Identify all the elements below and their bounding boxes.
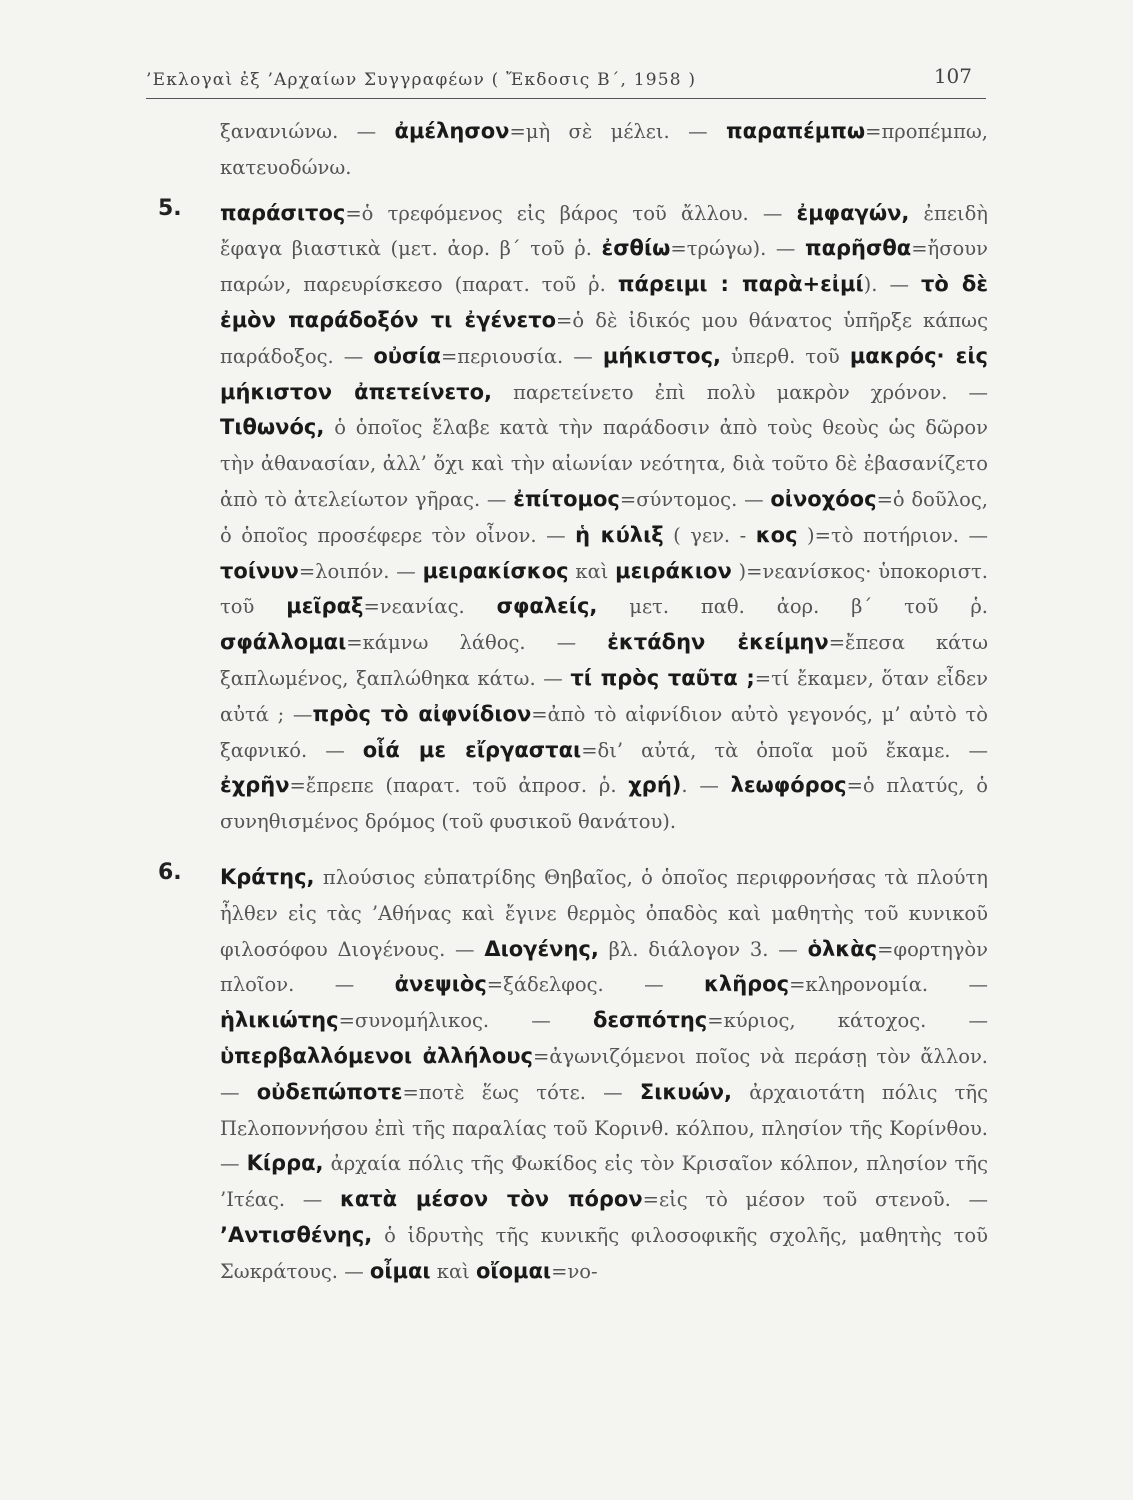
- headword: πρὸς τὸ αἰφνίδιον: [312, 701, 532, 726]
- headword: ἐπίτομος: [513, 486, 620, 511]
- headword: παραπέμπω: [726, 119, 866, 143]
- headword: ἐσθίω: [601, 236, 671, 261]
- headword: σφαλείς,: [496, 594, 598, 619]
- headword: Τιθωνός,: [220, 415, 325, 440]
- glossary-paragraph: Κράτης, πλούσιος εὐπατρίδης Θηβαῖος, ὁ ὁποῖος περιφρονήσας τὰ πλούτη ἦλθεν εἰς τὰς ’Αθήνας καὶ ἔγινε θερμὸς ὀπαδὸς καὶ μαθητὴς τοῦ κυνικοῦ φιλοσόφου Διογένους. — Διογένης, βλ. διάλογον 3. — ὁλκὰς=φορτηγὸν πλοῖον. — ἀνεψιὸς=ξάδελφος. — κλῆρος=κληρονομία. — ἡλικιώτης=συνομήλικος. — δεσπότης=κύριος, κάτοχος. — ὑπερβαλλόμενοι ἀλλήλους=ἀγωνιζόμενοι ποῖος νὰ περάσῃ τὸν ἄλλον. — οὐδεπώποτε=ποτὲ ἕως τότε. — Σικυών, ἀρχαιοτάτη πόλις τῆς Πελοποννήσου ἐπὶ τῆς παραλίας τοῦ Κορινθ. κόλπου, πλησίον τῆς Κορίνθου. — Κίρρα, ἀρχαία πόλις τῆς Φωκίδος εἰς τὸν Κρισαῖον κόλπον, πλησίον τῆς ’Ιτέας. — κατὰ μέσον τὸν πόρον=εἰς τὸ μέσον τοῦ στενοῦ. — ’Αντισθένης, ὁ ἱδρυτὴς τῆς κυνικῆς φιλοσοφικῆς σχολῆς, μαθητὴς τοῦ Σωκράτους. — οἶμαι καὶ οἴομαι=νο-: [220, 864, 989, 1283]
- headword: ἐχρῆν: [220, 773, 290, 798]
- headword: μειρακίσκος: [422, 558, 569, 583]
- headword: κατὰ μέσον τὸν πόρον: [339, 1187, 643, 1212]
- headword: ἀνεψιὸς: [394, 972, 487, 997]
- headword: Κίρρα,: [246, 1151, 324, 1176]
- headword: οἰνοχόος: [770, 486, 877, 511]
- headword: οἷά με εἴργασται: [362, 737, 582, 762]
- section-6: [146, 860, 988, 1290]
- headword: ἡ κύλιξ: [575, 522, 664, 547]
- headword: ἀμέλησον: [394, 119, 510, 143]
- headword: ’Αντισθένης,: [220, 1222, 373, 1247]
- headword: οὐδεπώποτε: [256, 1079, 403, 1104]
- headword: οἶμαι: [369, 1258, 431, 1283]
- headword: δεσπότης: [592, 1008, 708, 1033]
- headword: μήκιστος,: [602, 343, 722, 368]
- headword: Κράτης,: [220, 864, 315, 889]
- section-number: 6.: [158, 859, 182, 885]
- headword: χρή): [628, 773, 682, 798]
- page-header: [146, 58, 986, 99]
- page-number: 107: [933, 64, 972, 88]
- headword: μεῖραξ: [286, 594, 364, 619]
- headword: παρῆσθα: [804, 236, 912, 261]
- section-5: [146, 196, 988, 840]
- headword: οὐσία: [373, 343, 441, 368]
- headword: ὁλκὰς: [807, 936, 878, 961]
- headword: κος: [755, 522, 798, 547]
- headword: σφάλλομαι: [220, 630, 347, 655]
- headword: ἡλικιώτης: [220, 1008, 339, 1033]
- headword: παράσιτος: [220, 200, 346, 225]
- glossary-paragraph: παράσιτος=ὁ τρεφόμενος εἰς βάρος τοῦ ἄλλου. — ἐμφαγών, ἐπειδὴ ἔφαγα βιαστικὰ (μετ. ἀορ. β΄ τοῦ ῥ. ἐσθίω=τρώγω). — παρῆσθα=ἤσουν παρών, παρευρίσκεσο (παρατ. τοῦ ῥ. πάρειμι : παρὰ+εἰμί). — τὸ δὲ ἐμὸν παράδοξόν τι ἐγένετο=ὁ δὲ ἰδικός μου θάνατος ὑπῆρξε κάπως παράδοξος. — οὐσία=περιουσία. — μήκιστος, ὑπερθ. τοῦ μακρός· εἰς μήκιστον ἀπετείνετο, παρετείνετο ἐπὶ πολὺ μακρὸν χρόνον. — Τιθωνός, ὁ ὁποῖος ἔλαβε κατὰ τὴν παράδοσιν ἀπὸ τοὺς θεοὺς ὡς δῶρον τὴν ἀθανασίαν, ἀλλ’ ὄχι καὶ τὴν αἰωνίαν νεότητα, διὰ τοῦτο δὲ ἐβασανίζετο ἀπὸ τὸ ἀτελείωτον γῆρας. — ἐπίτομος=σύντομος. — οἰνοχόος=ὁ δοῦλος, ὁ ὁποῖος προσέφερε τὸν οἶνον. — ἡ κύλιξ ( γεν. - κος )=τὸ ποτήριον. — τοίνυν=λοιπόν. — μειρακίσκος καὶ μειράκιον )=νεανίσκος· ὑποκοριστ. τοῦ μεῖραξ=νεανίας. σφαλείς, μετ. παθ. ἀορ. β΄ τοῦ ῥ. σφάλλομαι=κάμνω λάθος. — ἐκτάδην ἐκείμην=ἔπεσα κάτω ξαπλωμένος, ξαπλώθηκα κάτω. — τί πρὸς ταῦτα ;=τί ἔκαμεν, ὅταν εἶδεν αὐτά ; —πρὸς τὸ αἰφνίδιον=ἀπὸ τὸ αἰφνίδιον αὐτὸ γεγονός, μ’ αὐτὸ τὸ ξαφνικό. — οἷά με εἴργασται=δι’ αὐτά, τὰ ὁποῖα μοῦ ἔκαμε. — ἐχρῆν=ἔπρεπε (παρατ. τοῦ ἀπροσ. ῥ. χρή). — λεωφόρος=ὁ πλατύς, ὁ συνηθισμένος δρόμος (τοῦ φυσικοῦ θανάτου).: [220, 200, 989, 834]
- running-head: ’Εκλογαὶ ἐξ ’Αρχαίων Συγγραφέων ( Ἔκδοσις Β΄, 1958 ): [146, 70, 697, 90]
- headword: μακρός· εἰς μήκιστον ἀπετείνετο,: [220, 343, 989, 404]
- headword: ἐκτάδην ἐκείμην: [607, 630, 829, 655]
- headword: ἐμφαγών,: [796, 200, 910, 225]
- headword: μειράκιον: [615, 558, 732, 583]
- section-number: 5.: [158, 195, 182, 221]
- headword: ὑπερβαλλόμενοι ἀλλήλους: [220, 1043, 533, 1068]
- headword: λεωφόρος: [730, 773, 847, 798]
- headword: πάρειμι : παρὰ+εἰμί: [617, 272, 864, 297]
- headword: κλῆρος: [703, 972, 790, 997]
- continuation-paragraph: ξανανιώνω. — ἀμέλησον=μὴ σὲ μέλει. — παραπέμπω=προπέμπω, κατευοδώνω.: [220, 119, 988, 179]
- headword: Διογένης,: [484, 936, 599, 961]
- headword: τί πρὸς ταῦτα ;: [570, 665, 755, 690]
- headword: τὸ δὲ ἐμὸν παράδοξόν τι ἐγένετο: [220, 272, 989, 332]
- headword: οἴομαι: [476, 1258, 552, 1283]
- headword: τοίνυν: [220, 558, 299, 583]
- headword: Σικυών,: [639, 1079, 733, 1104]
- page-body: [146, 114, 988, 1290]
